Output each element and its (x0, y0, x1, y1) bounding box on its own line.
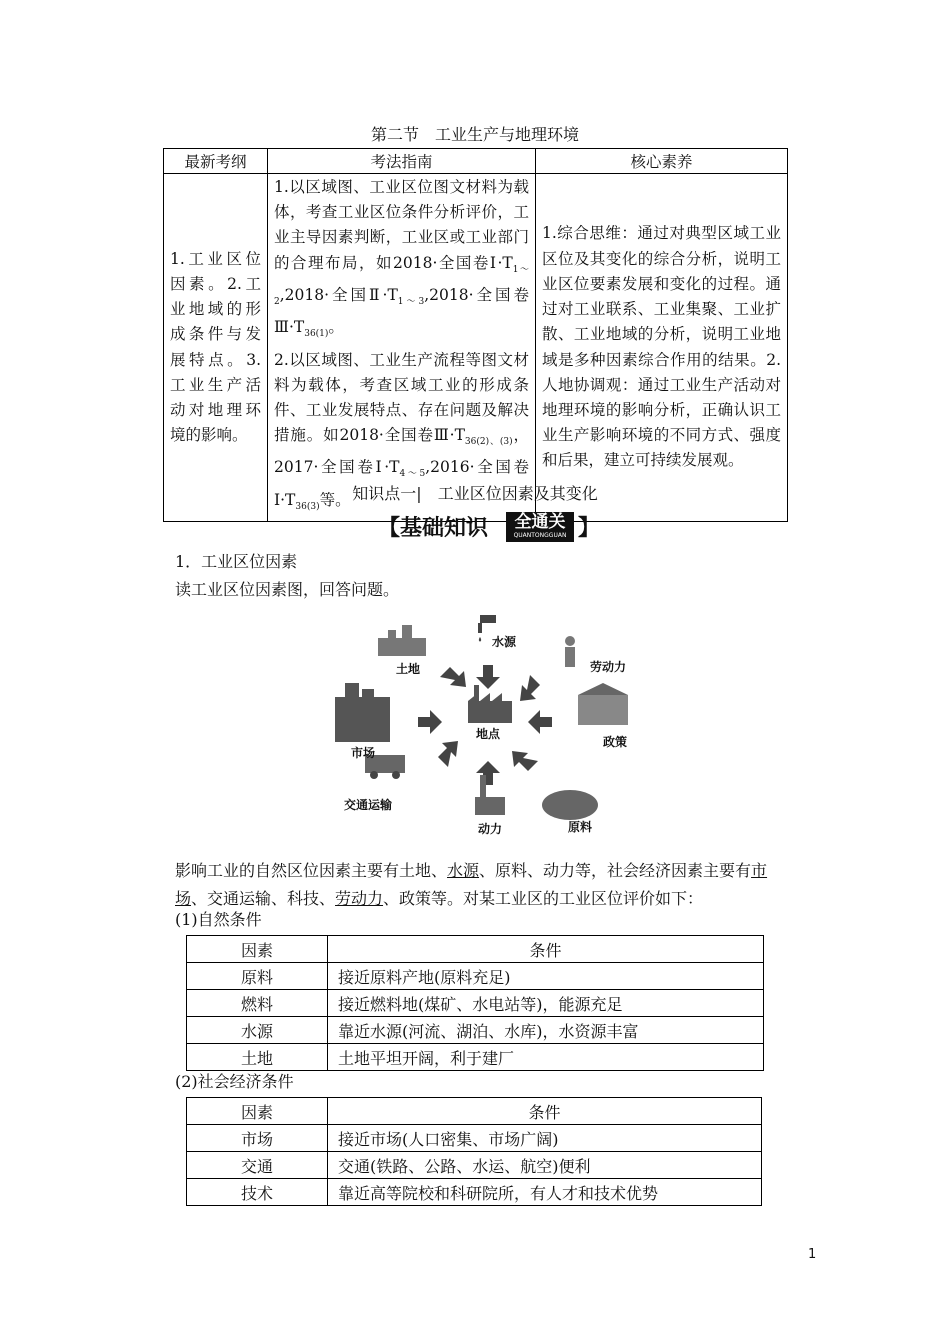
diagram-label: 市场 (350, 746, 376, 760)
subsection-heading: 1．工业区位因素 (175, 552, 298, 571)
page-title: 第二节 工业生产与地理环境 (370, 125, 579, 144)
table-header: 核心素养 (536, 149, 788, 174)
factory-icon (468, 685, 512, 723)
diagram-label: 动力 (477, 822, 503, 836)
table-header: 最新考纲 (164, 149, 268, 174)
table-header: 条件 (328, 936, 764, 963)
table-row: 原料 接近原料产地(原料充足) (187, 963, 764, 990)
natural-conditions-table (186, 935, 764, 1071)
location-factor-diagram (330, 605, 630, 843)
body-paragraph: 影响工业的自然区位因素主要有土地、水源、原料、动力等，社会经济因素主要有市场、交通运输、科技、劳动力、政策等。对某工业区的工业区位评价如下： (175, 861, 768, 908)
table-header: 因素 (187, 1098, 328, 1125)
section-title: 知识点一| 工业区位因素及其变化 (352, 484, 598, 503)
table-header: 条件 (328, 1098, 762, 1125)
social-heading: (2)社会经济条件 (175, 1072, 294, 1091)
social-conditions-table (186, 1097, 762, 1206)
diagram-graphic (330, 605, 630, 843)
page-number: 1 (808, 1247, 817, 1262)
exam-outline-table (163, 148, 788, 522)
table-header: 考法指南 (268, 149, 536, 174)
natural-heading: (1)自然条件 (175, 910, 262, 929)
table-row: 交通 交通(铁路、公路、水运、航空)便利 (187, 1152, 762, 1179)
syllabus-cell: 1.工业区位因素。2.工业地域的形成条件与发展特点。3.工业生产活动对地理环境的影响。 (164, 174, 268, 522)
exam-guide-cell: 1.以区域图、工业区位图文材料为载体，考查工业区位条件分析评价，工业主导因素判断，工业区或工业部门的合理布局，如2018·全国卷$Ⅰ\cdot T_{1\sim 2},2018\cdot$全国$Ⅱ\cdot T_{1\sim 3},2018\cdot$全国卷$Ⅲ\cdot T_{36(1)}$。 2.以区域图、工业生产流程等图文材料为载体，考查区域工业的形成条件、工业发展特点、存在问题及解决措施。如2018·全国卷$Ⅲ\cdot T_{36(2)、(3)}$，2017·全国卷$Ⅰ\cdot T_{4\sim 5},2016\cdot$全国卷$Ⅰ\cdot T_{36(3)}$等。 (268, 174, 536, 522)
diagram-label: 政策 (602, 735, 628, 749)
diagram-label: 土地 (395, 662, 421, 676)
diagram-center-label: 地点 (475, 727, 501, 741)
table-row: 市场 接近市场(人口密集、市场广阔) (187, 1125, 762, 1152)
diagram-label: 交通运输 (343, 798, 393, 812)
instruction: 读工业区位因素图，回答问题。 (175, 580, 400, 599)
table-row: 燃料 接近燃料地(煤矿、水电站等)，能源充足 (187, 990, 764, 1017)
table-row: 土地 土地平坦开阔，利于建厂 (187, 1044, 764, 1071)
section-badge: 【基础知识 全通关 QUANTONGGUAN 】 (378, 512, 601, 541)
table-header: 因素 (187, 936, 328, 963)
diagram-label: 水源 (491, 635, 517, 649)
diagram-label: 原料 (567, 820, 593, 834)
table-row: 技术 靠近高等院校和科研院所，有人才和技术优势 (187, 1179, 762, 1206)
core-literacy-cell: 1.综合思维：通过对典型区域工业区位及其变化的综合分析，说明工业区位要素发展和变化的过程。通过对工业联系、工业集聚、工业扩散、工业地域的分析，说明工业地域是多种因素综合作用的结果。2.人地协调观：通过工业生产活动对地理环境的影响分析，正确认识工业生产影响环境的不同方式、强度和后果，建立可持续发展观。 (536, 174, 788, 522)
arrows (418, 665, 552, 785)
diagram-label: 劳动力 (589, 660, 627, 674)
table-row: 水源 靠近水源(河流、湖泊、水库)，水资源丰富 (187, 1017, 764, 1044)
